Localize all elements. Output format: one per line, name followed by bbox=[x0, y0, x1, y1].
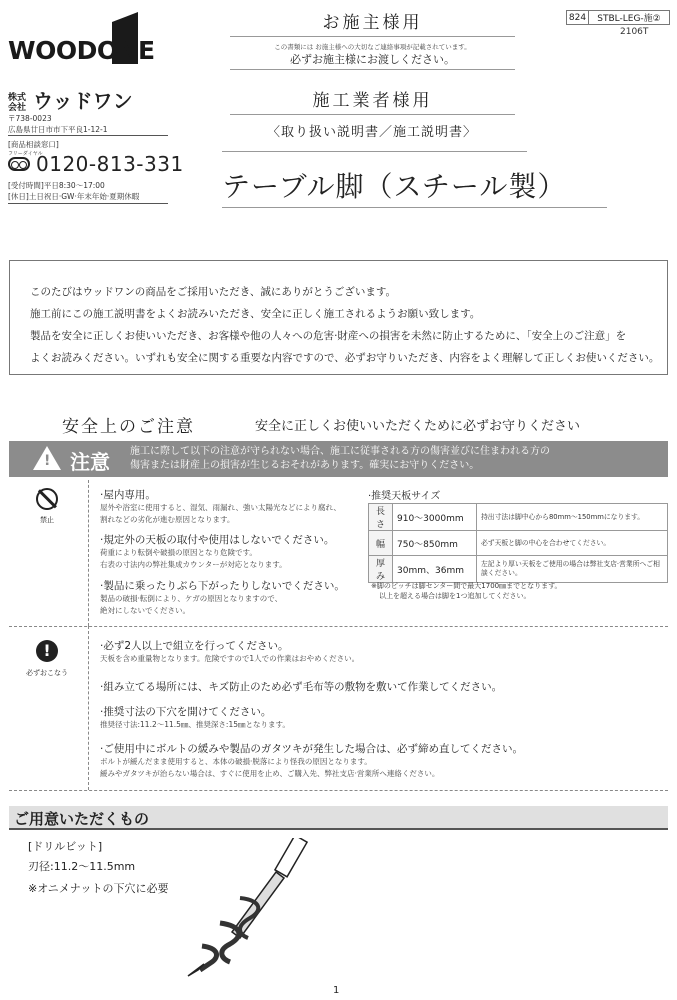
doc-code: STBL-LEG-施② bbox=[597, 14, 661, 24]
table-title: ·推奨天板サイズ bbox=[368, 491, 441, 502]
divider bbox=[230, 36, 515, 37]
prohibit-item-1: ·屋内専用。 屋外や浴室に使用すると、湿気、雨漏れ、強い太陽光などにより腐れ、 割れなどの劣化が進む原因となります。 bbox=[100, 489, 341, 524]
freedial-label: フリーダイヤル bbox=[8, 151, 43, 157]
table-key: 幅 bbox=[369, 531, 393, 556]
owner-title: お施主様用 bbox=[322, 13, 423, 33]
table-value: 910〜3000mm bbox=[393, 504, 477, 531]
table-key: 厚み bbox=[369, 556, 393, 583]
prohibit-item-2: ·規定外の天板の取付や使用はしないでください。 荷重により転倒や破損の原因となり危険です。 右表の寸法内の弊社集成カウンターが対応となります。 bbox=[100, 534, 335, 569]
must-item-2: ·組み立てる場所には、キズ防止のため必ず毛布等の敷物を敷いて作業してください。 bbox=[100, 681, 503, 693]
divider bbox=[8, 203, 168, 204]
address: 広島県廿日市市下平良1-12-1 bbox=[8, 125, 108, 134]
warning-text: 施工に際して以下の注意が守られない場合、施工に従事される方の傷害並びに住まわれる方の 傷害または財産上の損害が生じるおそれがあります。確実にお守りください。 bbox=[130, 446, 550, 471]
doc-code-number: 824 bbox=[567, 11, 589, 24]
tool-spec: 刃径:11.2〜11.5mm bbox=[28, 860, 136, 873]
freedial-icon bbox=[8, 157, 30, 171]
phone-number[interactable]: 0120-813-331 bbox=[36, 152, 184, 176]
company-name: 株式会社 ウッドワン bbox=[8, 89, 133, 113]
owner-note-small: この書類には お施主様への大切なご連絡事項が記載されています。 bbox=[274, 43, 471, 51]
table-value: 30mm、36mm bbox=[393, 556, 477, 583]
tool-note: ※オニメナットの下穴に必要 bbox=[28, 882, 169, 895]
prohibit-label: 禁止 bbox=[40, 516, 54, 524]
postal-code: 〒738-0023 bbox=[8, 114, 52, 123]
warning-exclamation: ! bbox=[44, 453, 51, 469]
doc-revision: 2106T bbox=[620, 27, 649, 37]
mandatory-icon: ! bbox=[36, 640, 58, 662]
table-key: 長さ bbox=[369, 504, 393, 531]
intro-box bbox=[9, 260, 668, 375]
contact-label: [商品相談窓口] bbox=[8, 140, 59, 149]
table-row bbox=[369, 531, 668, 556]
section-divider bbox=[9, 790, 668, 791]
divider bbox=[222, 151, 527, 152]
document-subtitle: 〈取り扱い説明書／施工説明書〉 bbox=[266, 125, 477, 140]
owner-note: 必ずお施主様にお渡しください。 bbox=[290, 53, 455, 66]
page-number: 1 bbox=[333, 985, 340, 996]
phone-row bbox=[8, 152, 184, 176]
divider bbox=[8, 135, 168, 136]
column-divider bbox=[88, 480, 89, 626]
product-title: テーブル脚（スチール製） bbox=[222, 170, 567, 203]
must-label: 必ずおこなう bbox=[26, 669, 68, 677]
doc-code-box bbox=[566, 10, 670, 25]
business-hours: [受付時間]平日8:30〜17:00 bbox=[8, 181, 105, 190]
section-divider bbox=[9, 626, 668, 627]
must-item-3: ·推奨寸法の下穴を開けてください。 推奨径寸法:11.2〜11.5㎜、推奨深さ:15㎜となります。 bbox=[100, 706, 290, 729]
table-note: 持出寸法は脚中心から80mm〜150mmになります。 bbox=[477, 504, 668, 531]
divider bbox=[222, 207, 607, 208]
must-item-4: ·ご使用中にボルトの緩みや製品のガタツキが発生した場合は、必ず締め直してください。 ボルトが緩んだまま使用すると、本体の破損·脱落により怪我の原因となります。 緩みやガタツキが治らない場合は、すぐに使用を止め、ご購入先、弊社支店·営業所へ連絡ください。 bbox=[100, 743, 524, 778]
tool-label: [ドリルビット] bbox=[28, 840, 103, 853]
tools-heading: ご用意いただくもの bbox=[14, 810, 150, 828]
size-table bbox=[368, 503, 668, 583]
logo-text: WOODONE bbox=[8, 36, 155, 65]
must-item-1: ·必ず2人以上で組立を行ってください。 天板を含め重量物となります。危険ですので1人での作業はおやめください。 bbox=[100, 640, 360, 663]
table-note: 必ず天板と脚の中心を合わせてください。 bbox=[477, 531, 668, 556]
column-divider bbox=[88, 626, 89, 790]
safety-heading: 安全上のご注意 bbox=[62, 417, 195, 437]
table-value: 750〜850mm bbox=[393, 531, 477, 556]
prohibit-item-3: ·製品に乗ったりぶら下がったりしないでください。 製品の破損·転倒により、ケガの原因となりますので、 絶対にしないでください。 bbox=[100, 580, 345, 615]
intro-line: 製品を安全に正しくお使いいただき、お客様や他の人々への危害·財産への損害を未然に防止するために、「安全上のご注意」を bbox=[30, 330, 627, 342]
intro-line: よくお読みください。いずれも安全に関する重要な内容ですので、必ずお守りいただき、内容をよく理解して正しくお使いください。 bbox=[30, 352, 660, 364]
table-row bbox=[369, 556, 668, 583]
drill-bit-icon bbox=[180, 838, 320, 978]
installer-title: 施工業者様用 bbox=[312, 91, 433, 111]
table-row bbox=[369, 504, 668, 531]
divider bbox=[230, 114, 515, 115]
warning-word: 注意 bbox=[70, 450, 110, 474]
safety-subheading: 安全に正しくお使いいただくために必ずお守りください bbox=[255, 419, 581, 434]
divider bbox=[230, 69, 515, 70]
prohibited-icon bbox=[36, 488, 58, 510]
intro-line: このたびはウッドワンの商品をご採用いただき、誠にありがとうございます。 bbox=[30, 286, 397, 298]
intro-line: 施工前にこの施工説明書をよくお読みいただき、安全に正しく施工されるようお願い致します。 bbox=[30, 308, 481, 320]
table-footnote: ※脚のピッチは脚センター間で最大1700㎜までとなります。 以上を超える場合は脚を1つ追加してください。 bbox=[371, 582, 562, 600]
holidays: [休日]土日祝日·GW·年末年始·夏期休暇 bbox=[8, 192, 140, 201]
table-note: 左記より厚い天板をご使用の場合は弊社支店·営業所へご相談ください。 bbox=[477, 556, 668, 583]
